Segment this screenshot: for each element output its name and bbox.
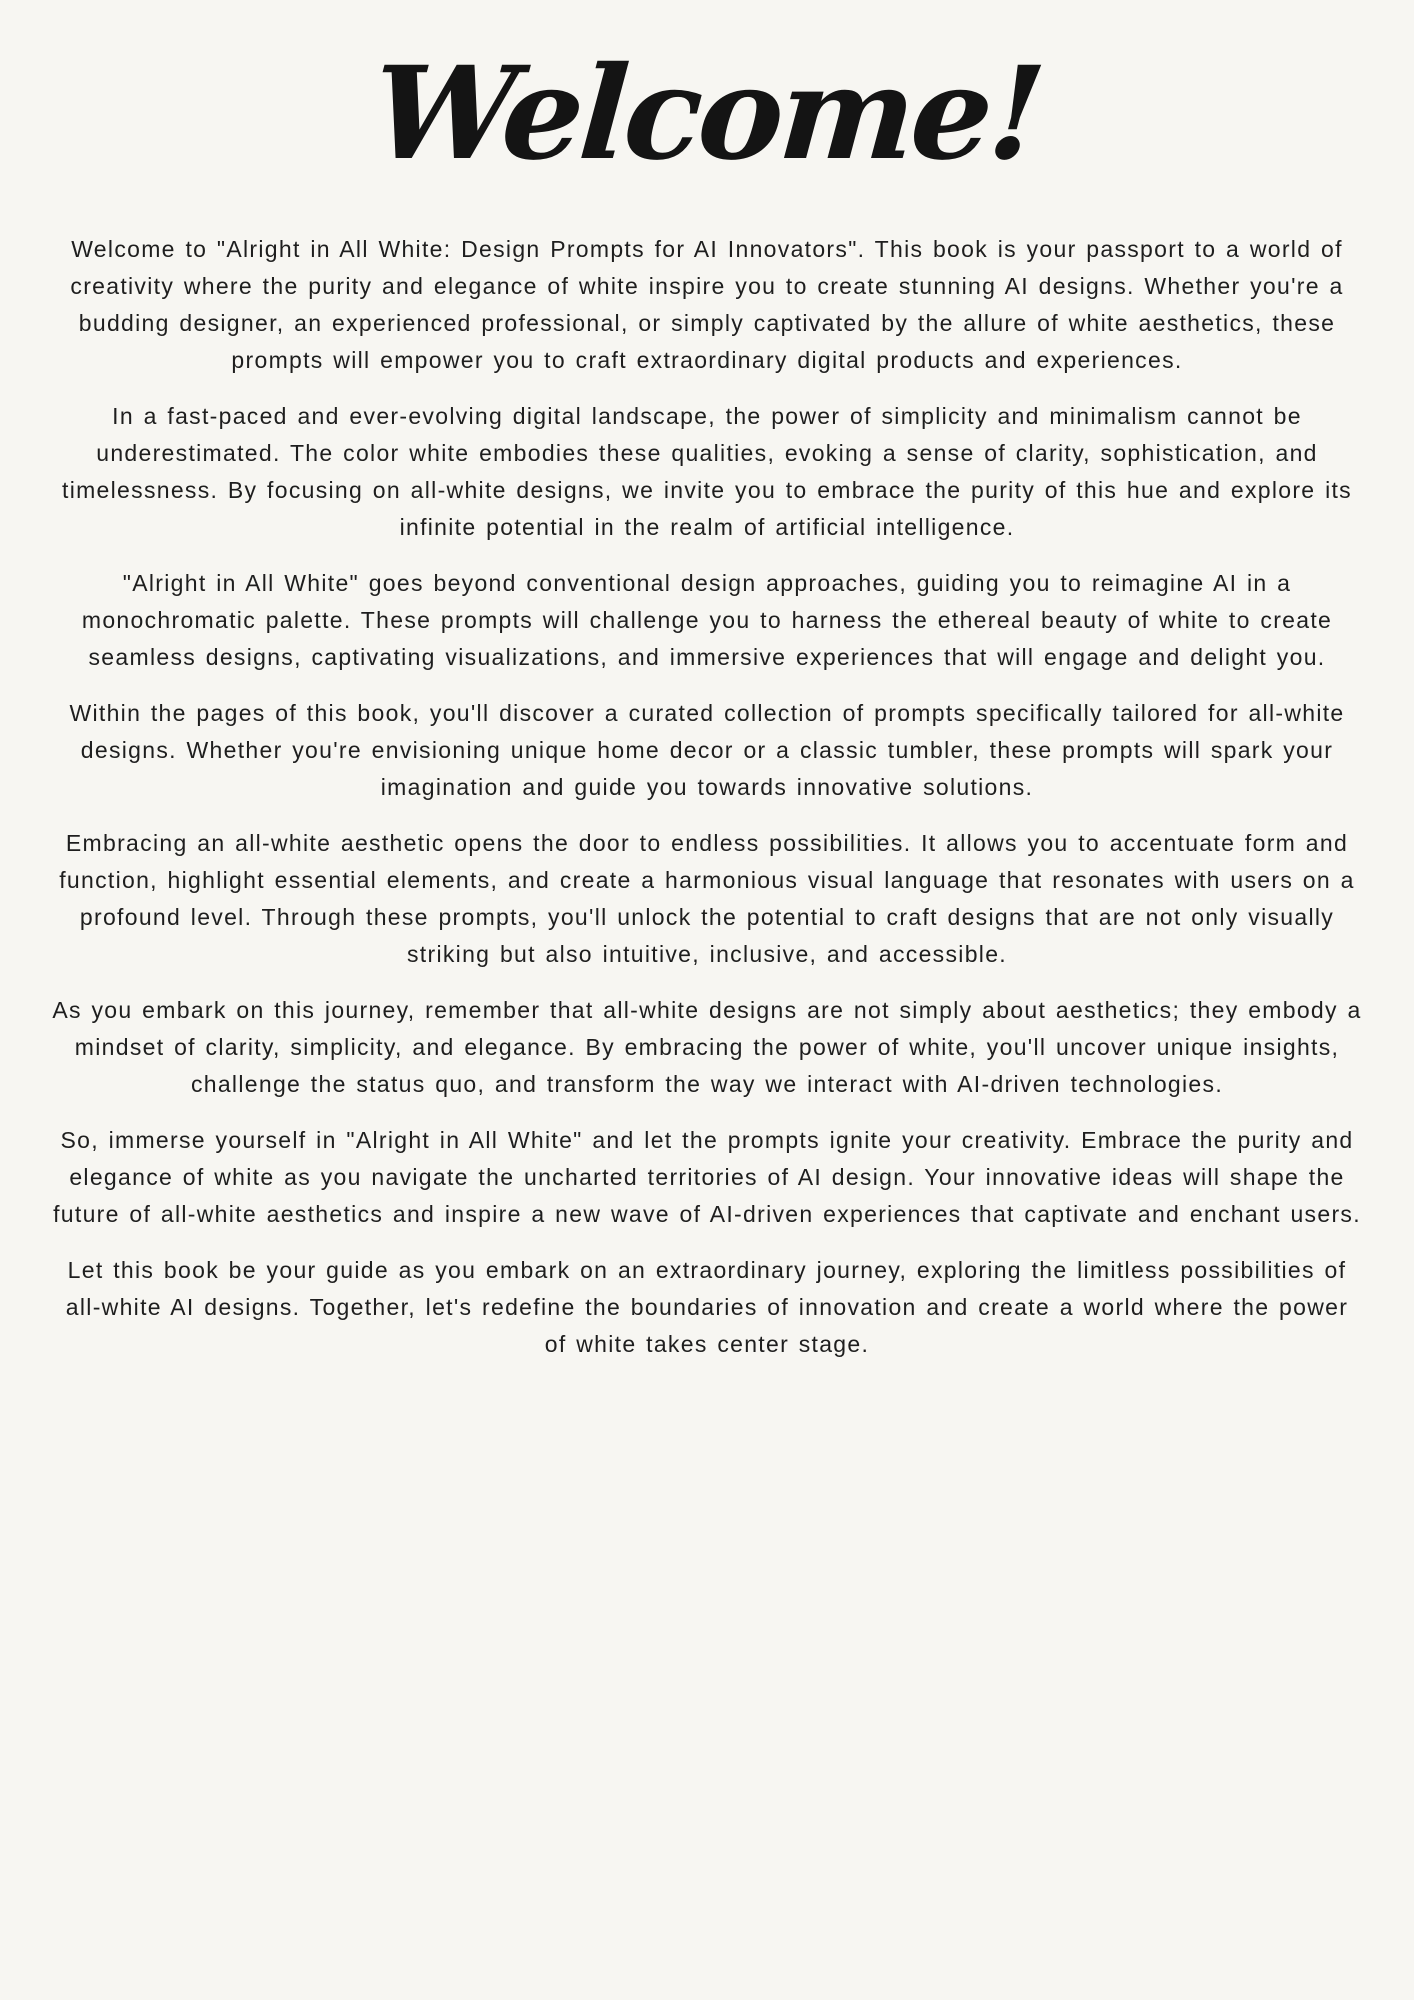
paragraph-immerse-yourself: So, immerse yourself in "Alright in All White" and let the prompts ignite your creativity. Embrace the purity and elegance of white as you navigate the uncharted territories of AI design. Your innovative ideas will shape the future of all-white aesthetics and inspire a new wave of AI-driven experiences that captivate and enchant users. bbox=[53, 1126, 1361, 1227]
paragraph-as-you-embark: As you embark on this journey, remember that all-white designs are not simply about aesthetics; they embody a mindset of clarity, simplicity, and elegance. By embracing the power of white, you'll uncover unique insights, challenge the status quo, and transform the way we interact with AI-driven technologies. bbox=[52, 996, 1362, 1097]
page-title: Welcome! bbox=[367, 39, 1047, 189]
paragraph-beyond-conventional: "Alright in All White" goes beyond conventional design approaches, guiding you to reimagine AI in a monochromatic palette. These prompts will challenge you to harness the ethereal beauty of white to create seamless designs, captivating visualizations, and immersive experiences that will engage and delight you. bbox=[81, 569, 1333, 670]
paragraph-fast-paced: In a fast-paced and ever-evolving digital landscape, the power of simplicity and minimalism cannot be underestimated. The color white embodies these qualities, evoking a sense of clarity, sophistication, and timelessness. By focusing on all-white designs, we invite you to embrace the purity of this hue and explore its infinite potential in the realm of artificial intelligence. bbox=[62, 402, 1352, 540]
paragraph-welcome: Welcome to "Alright in All White: Design Prompts for AI Innovators". This book is your passport to a world of creativity where the purity and elegance of white inspire you to create stunning AI designs. Whether you're a budding designer, an experienced professional, or simply captivated by the allure of white aesthetics, these prompts will empower you to craft extraordinary digital products and experiences. bbox=[70, 235, 1344, 373]
paragraph-let-this-book: Let this book be your guide as you embark on an extraordinary journey, exploring the limitless possibilities of all-white AI designs. Together, let's redefine the boundaries of innovation and create a world where the power of white takes center stage. bbox=[65, 1256, 1349, 1357]
paragraph-embracing-aesthetic: Embracing an all-white aesthetic opens the door to endless possibilities. It allows you to accentuate form and function, highlight essential elements, and create a harmonious visual language that resonates with users on a profound level. Through these prompts, you'll unlock the potential to craft designs that are not only visually striking but also intuitive, inclusive, and accessible. bbox=[59, 829, 1355, 967]
paragraph-within-pages: Within the pages of this book, you'll discover a curated collection of prompts specifically tailored for all-white designs. Whether you're envisioning unique home decor or a classic tumbler, these prompts will spark your imagination and guide you towards innovative solutions. bbox=[69, 699, 1345, 800]
introduction-text bbox=[52, 231, 1362, 1363]
